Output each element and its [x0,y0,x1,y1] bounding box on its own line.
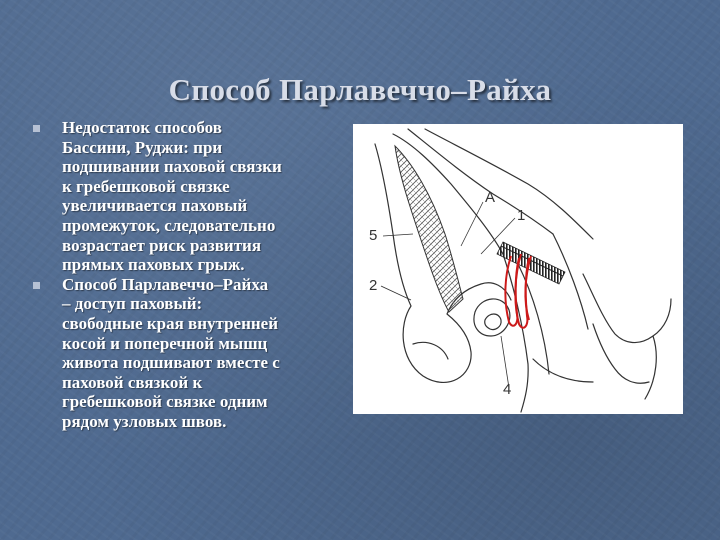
outline-drawing [375,129,671,412]
bullet-line: промежуток, следовательно [62,215,276,235]
bullet-line: прямых паховых грыж. [62,255,245,275]
bullet-line: увеличивается паховый [62,196,248,216]
bullet-line: паховой связкой к [62,372,203,392]
anatomy-illustration [353,124,683,414]
bullet-line: возрастает риск развития [62,235,262,255]
bullet-line: Бассини, Руджи: при [62,137,223,157]
label-1: 1 [517,207,526,224]
bullet-line: живота подшивают вместе с [62,353,280,373]
bullet-line: к гребешковой связке [62,176,230,196]
suture-stitches [505,254,531,328]
anatomy-drawing [353,124,683,414]
label-5: 5 [369,227,378,244]
bullet-square-icon [33,125,40,132]
bullet-line: – доступ паховый: [62,294,203,314]
hatched-muscle [395,146,463,312]
bullet-line: Способ Парлавеччо–Райха [62,274,269,294]
label-4: 4 [503,381,512,398]
slide-title: Способ Парлавеччо–Райха [168,72,552,107]
bullet-line: Недостаток способов [62,118,222,137]
bullet-item-drawback [30,118,360,275]
label-2: 2 [369,277,378,294]
label-a: A [485,189,496,206]
bullet-square-icon [33,282,40,289]
bullet-list [30,118,360,432]
bullet-item-method [30,275,360,432]
bullet-line: рядом узловых швов. [62,411,227,431]
bullet-line: подшивании паховой связки [62,157,282,177]
bullet-line: гребешковой связке одним [62,392,268,412]
bullet-line: косой и поперечной мышц [62,333,268,353]
bullet-line: свободные края внутренней [62,313,279,333]
